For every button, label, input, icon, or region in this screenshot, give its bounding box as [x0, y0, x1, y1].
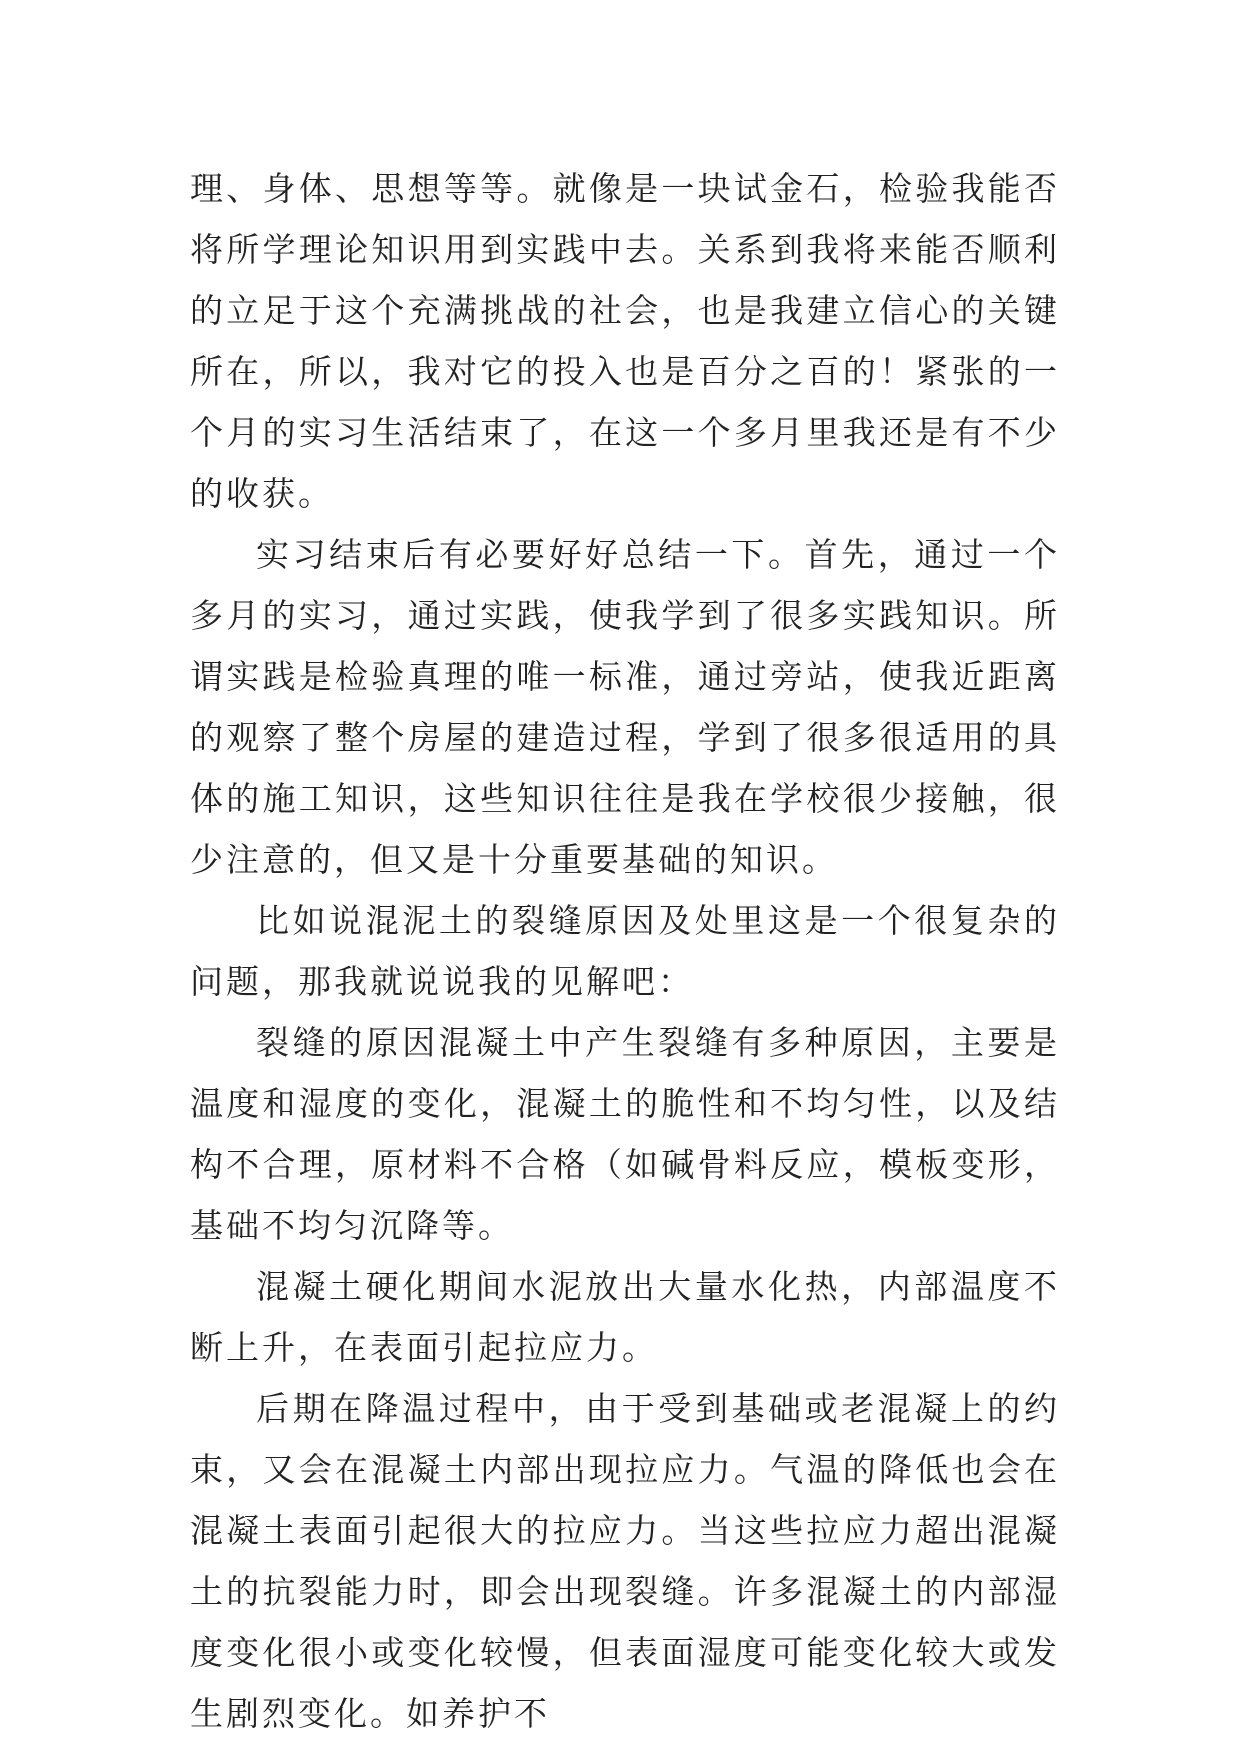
- paragraph-6: 后期在降温过程中，由于受到基础或老混凝上的约束，又会在混凝土内部出现拉应力。气温的降低也会在混凝土表面引起很大的拉应力。当这些拉应力超出混凝土的抗裂能力时，即会出现裂缝。许多混凝土的内部湿度变化很小或变化较慢，但表面湿度可能变化较大或发生剧烈变化。如养护不: [190, 1389, 1060, 1733]
- paragraph-5: 混凝土硬化期间水泥放出大量水化热，内部温度不断上升，在表面引起拉应力。: [190, 1267, 1060, 1367]
- paragraph-2: 实习结束后有必要好好总结一下。首先，通过一个多月的实习，通过实践，使我学到了很多实践知识。所谓实践是检验真理的唯一标准，通过旁站，使我近距离的观察了整个房屋的建造过程，学到了很多很适用的具体的施工知识，这些知识往往是我在学校很少接触，很少注意的，但又是十分重要基础的知识。: [190, 535, 1060, 879]
- document-body: [190, 158, 1060, 1744]
- paragraph-4: 裂缝的原因混凝土中产生裂缝有多种原因，主要是温度和湿度的变化，混凝土的脆性和不均匀性，以及结构不合理，原材料不合格（如碱骨料反应，模板变形，基础不均匀沉降等。: [190, 1023, 1060, 1245]
- paragraph-3: 比如说混泥土的裂缝原因及处里这是一个很复杂的问题，那我就说说我的见解吧：: [190, 901, 1060, 1001]
- paragraph-1: 理、身体、思想等等。就像是一块试金石，检验我能否将所学理论知识用到实践中去。关系到我将来能否顺利的立足于这个充满挑战的社会，也是我建立信心的关键所在，所以，我对它的投入也是百分之百的！紧张的一个月的实习生活结束了，在这一个多月里我还是有不少的收获。: [190, 169, 1060, 513]
